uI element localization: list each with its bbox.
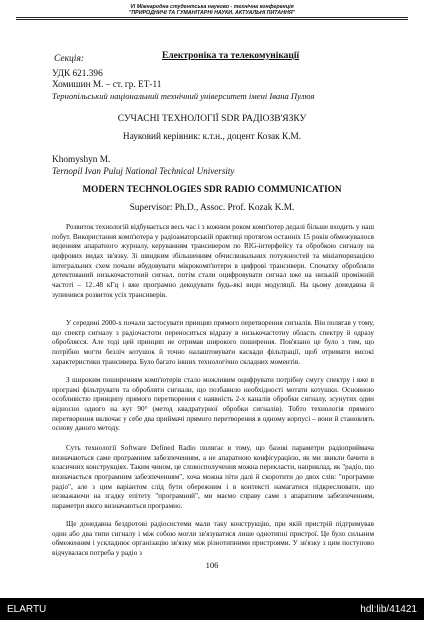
title-en: MODERN TECHNOLOGIES SDR RADIO COMMUNICATION: [82, 184, 342, 194]
title-ua: СУЧАСНІ ТЕХНОЛОГІЇ SDR РАДІОЗВ'ЯЗКУ: [117, 114, 307, 124]
header-rule-bottom: [16, 19, 408, 20]
supervisor-ua: Науковий керівник: к.т.н., доцент Козак К.М.: [122, 132, 302, 142]
section-label: Секція:: [54, 54, 85, 64]
section-name: Електроніка та телекомунікації: [162, 51, 300, 61]
header-rule-top: [16, 17, 408, 18]
repository-name: ELARTU: [7, 604, 47, 615]
supervisor-en: Supervisor: Ph.D., Assoc. Prof. Kozak K.M.: [129, 203, 295, 213]
paragraph-2: У середині 2000-х почали застосувати принцип прямого перетворення сигналів. Він полягав у тому, що спектр сигналу з радіочастоти переноситься відразу в низькочастотну область спектру й одразу обробляєся. Але тоді цей принцип не отримав широкого поширення. Пов'язано це було з тим, що потрібно могти безліч котушок й точно налаштовувати каскади фільтрації, щоб отримати високі характеристики трансивера. Було багато інших технологічно складних моментів.: [52, 319, 374, 366]
paragraph-5: Ще донедавна бездротові радіосистеми мали таку конструкцію, при якій пристрій підтримував один або два типи сигналу і між собою могли зв'язуватися лише однотипні пристрої. Це було сильним обмеженням і ускладнює організацію зв'язку між різнотипними пристроями. У зв'язку з цим поступово відчувалася потреба у радіо з: [52, 520, 374, 557]
institution-ua: Тернопільський національний технічний університет імені Івана Пулюя: [52, 91, 315, 101]
udc-code: УДК 621.396: [52, 69, 103, 79]
paragraph-1: Розвиток технологій відбувається весь час і з кожним роком комп'ютер дедалі більше входить у наш побут. Використання комп'ютера у радіоаматорській практиці протягом останніх 15 років обмежувалося веденням апаратного журналу, керуванням трансивером по RIG-інтерфейсу та обробкою сигналу на цифрових видах зв'язку. Зі швидким збільшенням обчислювальних потужностей та мініатюризацією інтегральних схем почали вбудовувати мікрокомп'ютери в цифрові трансивери. Спочатку обробляли детектований низькочастотний сигнал, потім стали оцифровувати сигнал вже на низькій проміжній частоті – 12..48 кГц і вже програмно декодувати будь-які види модуляції. На цьому донедавна й зупинився розвиток усіх трансиверів.: [52, 223, 374, 299]
conference-header-line-2: "ПРИРОДНИЧІ ТА ГУМАНІТАРНІ НАУКИ. АКТУАЛЬНІ ПИТАННЯ": [128, 10, 296, 16]
conference-header-line-1: VI Міжнародна студентська науково - технічна конференція: [130, 4, 294, 10]
author-ua: Хомишин М. – ст. гр. ЕТ-11: [52, 80, 162, 90]
institution-en: Ternopil Ivan Puluj National Technical University: [52, 166, 235, 176]
paragraph-3: З широким поширенням комп'ютерів стало можливим оцифрувати потрібну смугу спектру і вже в програмі фільтрувати та обробляти сигнали, що позбавило необхідності мотати котушки. Основною особливістю принципу прямого перетворення є наявність 2-х каналів обробки сигналу, зсунутих один відносно одного на кут 90° (метод квадратурної обробки сигналів). Тобто технологія прямого перетворення включає у себе два приймачі прямого перетворення в одному корпусі – вони й становлять основу даного методу.: [52, 376, 374, 433]
page-number: 106: [205, 560, 219, 570]
handle-identifier: hdl:lib/41421: [360, 604, 417, 615]
author-en: Khomyshyn M.: [52, 155, 111, 165]
paragraph-4: Суть технології Software Defined Radio полягає в тому, що базові параметри радіоприймача визначаються саме програмним забезпеченням, а не апаратною конфігурацією, як ми звикли бачити в класичних конструкціях. Таким чином, це словосполучення можна перекласти, наприклад, як "радіо, що визначається програмним забезпеченням", хоча можна піти далі й скоротити до двох слів: "програмне радіо", але з цим варіантом слід бути обережним і в контексті намагатися підкреслювати, що незважаючи на згадку епітету "програмний", ми маємо справу саме з апаратним забезпеченням, параметри якого визначаються програмно.: [52, 444, 374, 510]
